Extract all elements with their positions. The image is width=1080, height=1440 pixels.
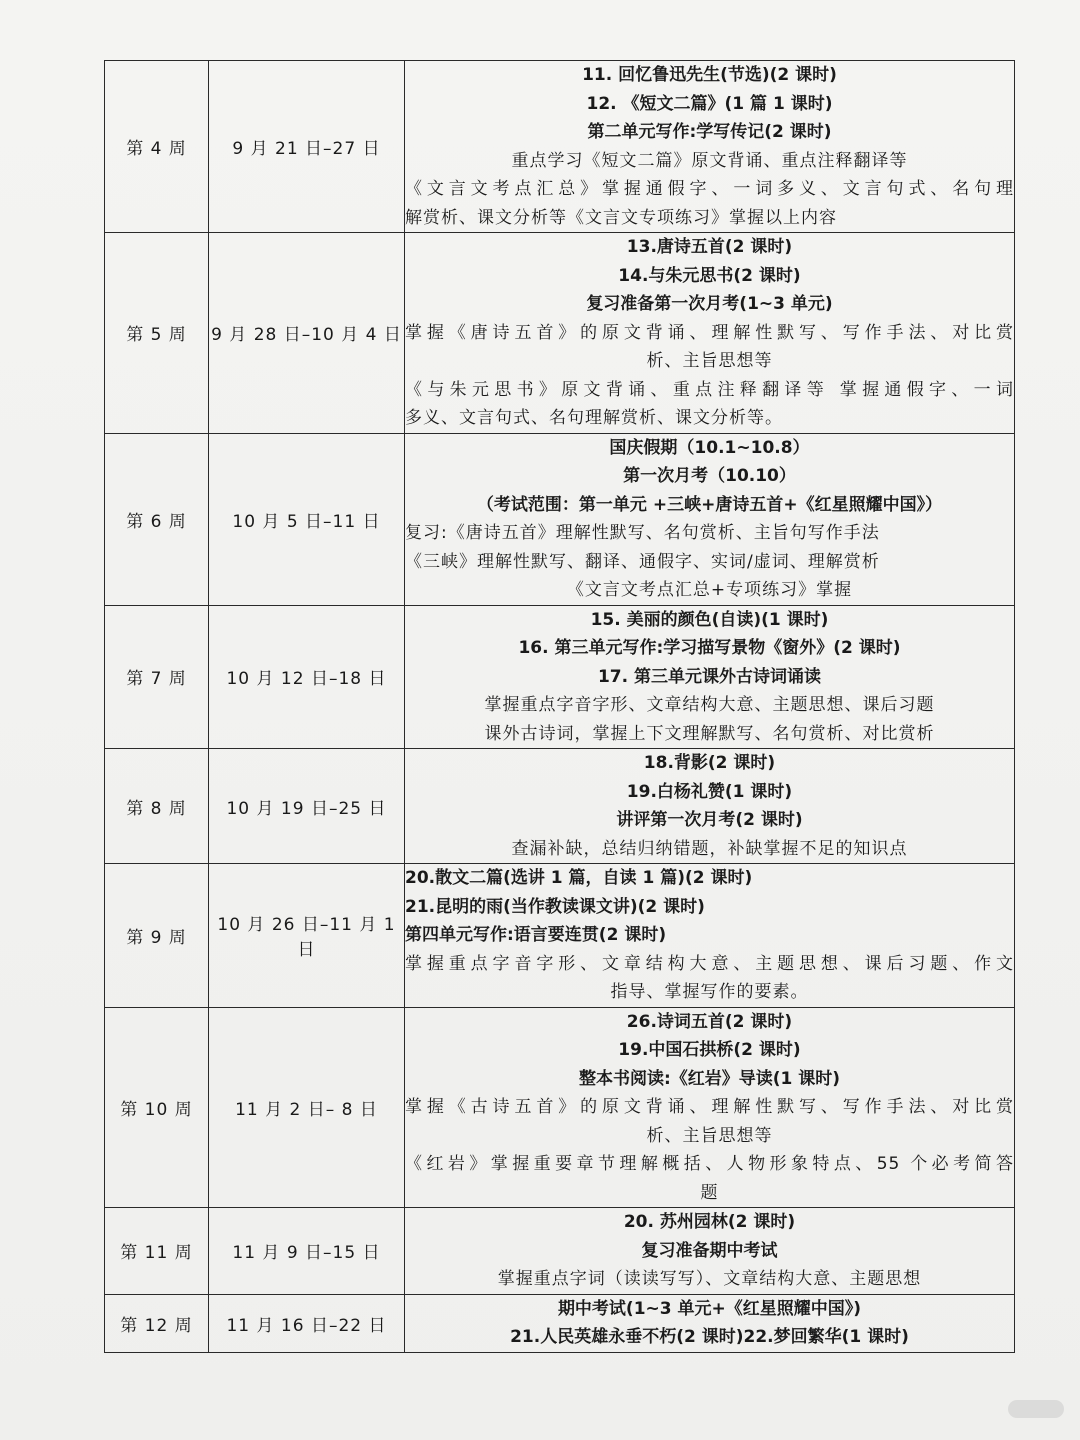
week-cell: 第 11 周 bbox=[105, 1208, 209, 1295]
schedule-body bbox=[105, 61, 1015, 1353]
content-line: 题 bbox=[700, 1182, 719, 1203]
date-cell: 10 月 19 日–25 日 bbox=[209, 749, 405, 864]
content-cell bbox=[405, 749, 1015, 864]
table-row bbox=[105, 1208, 1015, 1295]
content-cell bbox=[405, 1294, 1015, 1352]
content-line: 掌握重点字词（读读写写）、文章结构大意、主题思想 bbox=[497, 1269, 922, 1289]
content-cell bbox=[405, 233, 1015, 434]
content-cell bbox=[405, 433, 1015, 605]
content-line: 查漏补缺，总结归纳错题，补缺掌握不足的知识点 bbox=[511, 838, 908, 859]
week-cell: 第 4 周 bbox=[105, 61, 209, 233]
content-cell bbox=[405, 61, 1015, 233]
content-cell bbox=[405, 1007, 1015, 1208]
content-line: 《文言文考点汇总》掌握通假字、一词多义、文言句式、名句理 bbox=[405, 179, 1014, 199]
date-cell: 11 月 2 日– 8 日 bbox=[209, 1007, 405, 1208]
schedule-table bbox=[104, 60, 1015, 1353]
date-cell: 10 月 12 日–18 日 bbox=[209, 605, 405, 749]
table-row bbox=[105, 1007, 1015, 1208]
table-row bbox=[105, 864, 1015, 1008]
content-line: （考试范围：第一单元 +三峡+唐诗五首+《红星照耀中国》） bbox=[476, 494, 943, 515]
week-cell: 第 6 周 bbox=[105, 433, 209, 605]
content-line: 《三峡》理解性默写、翻译、通假字、实词/虚词、理解赏析 bbox=[405, 551, 880, 572]
week-cell: 第 9 周 bbox=[105, 864, 209, 1008]
content-line: 《红岩》掌握重要章节理解概括、人物形象特点、55 个必考简答 bbox=[405, 1154, 1014, 1174]
content-cell bbox=[405, 1208, 1015, 1295]
content-line: 12. 《短文二篇》(1 篇 1 课时) bbox=[586, 93, 833, 114]
content-line: 21.人民英雄永垂不朽(2 课时)22.梦回繁华(1 课时) bbox=[510, 1327, 909, 1347]
content-line: 19.白杨礼赞(1 课时) bbox=[626, 781, 793, 802]
content-line: 13.唐诗五首(2 课时) bbox=[626, 237, 793, 257]
content-cell bbox=[405, 864, 1015, 1008]
date-cell: 11 月 9 日–15 日 bbox=[209, 1208, 405, 1295]
table-row bbox=[105, 749, 1015, 864]
content-line: 析、主旨思想等 bbox=[646, 1125, 773, 1146]
content-line: 复习准备第一次月考(1~3 单元) bbox=[586, 294, 833, 314]
content-line: 整本书阅读:《红岩》导读(1 课时) bbox=[578, 1068, 841, 1089]
content-line: 课外古诗词，掌握上下文理解默写、名句赏析、对比赏析 bbox=[484, 723, 935, 744]
week-cell: 第 10 周 bbox=[105, 1007, 209, 1208]
content-line: 18.背影(2 课时) bbox=[643, 753, 776, 773]
content-line: 复习:《唐诗五首》理解性默写、名句赏析、主旨句写作手法 bbox=[405, 523, 880, 543]
content-line: 21.昆明的雨(当作教读课文讲)(2 课时) bbox=[405, 896, 705, 917]
content-line: 多义、文言句式、名句理解赏析、课文分析等。 bbox=[405, 408, 783, 428]
content-line: 15. 美丽的颜色(自读)(1 课时) bbox=[590, 609, 829, 630]
content-line: 复习准备期中考试 bbox=[641, 1240, 778, 1261]
content-line: 掌握《古诗五首》的原文背诵、理解性默写、写作手法、对比赏 bbox=[405, 1097, 1014, 1117]
content-line: 《文言文考点汇总+专项练习》掌握 bbox=[566, 580, 853, 600]
week-cell: 第 8 周 bbox=[105, 749, 209, 864]
date-cell: 9 月 21 日–27 日 bbox=[209, 61, 405, 233]
week-cell: 第 5 周 bbox=[105, 233, 209, 434]
date-cell: 9 月 28 日–10 月 4 日 bbox=[209, 233, 405, 434]
date-cell: 11 月 16 日–22 日 bbox=[209, 1294, 405, 1352]
table-row bbox=[105, 61, 1015, 233]
content-line: 20. 苏州园林(2 课时) bbox=[623, 1212, 796, 1232]
content-line: 20.散文二篇(选讲 1 篇，自读 1 篇)(2 课时) bbox=[405, 868, 753, 888]
content-line: 11. 回忆鲁迅先生(节选)(2 课时) bbox=[582, 65, 837, 85]
content-line: 第四单元写作:语言要连贯(2 课时) bbox=[405, 925, 667, 945]
content-line: 26.诗词五首(2 课时) bbox=[626, 1011, 793, 1032]
content-line: 指导、掌握写作的要素。 bbox=[610, 982, 809, 1002]
table-row bbox=[105, 1294, 1015, 1352]
content-line: 16. 第三单元写作:学习描写景物《窗外》(2 课时) bbox=[518, 638, 901, 658]
content-line: 第一次月考（10.10） bbox=[623, 466, 796, 486]
content-line: 讲评第一次月考(2 课时) bbox=[616, 810, 803, 830]
content-line: 《与朱元思书》原文背诵、重点注释翻译等 掌握通假字、一词 bbox=[405, 379, 1014, 400]
content-line: 解赏析、课文分析等《文言文专项练习》掌握以上内容 bbox=[405, 207, 837, 228]
content-line: 17. 第三单元课外古诗词诵读 bbox=[597, 666, 822, 687]
content-line: 第二单元写作:学写传记(2 课时) bbox=[587, 122, 832, 142]
content-line: 重点学习《短文二篇》原文背诵、重点注释翻译等 bbox=[511, 150, 908, 171]
content-line: 掌握重点字音字形、文章结构大意、主题思想、课后习题 bbox=[484, 695, 935, 715]
watermark-badge bbox=[1008, 1400, 1064, 1418]
content-line: 19.中国石拱桥(2 课时) bbox=[618, 1040, 801, 1060]
week-cell: 第 12 周 bbox=[105, 1294, 209, 1352]
content-line: 掌握《唐诗五首》的原文背诵、理解性默写、写作手法、对比赏 bbox=[405, 322, 1014, 343]
content-cell bbox=[405, 605, 1015, 749]
content-line: 掌握重点字音字形、文章结构大意、主题思想、课后习题、作文 bbox=[405, 953, 1014, 974]
date-cell: 10 月 26 日–11 月 1 日 bbox=[209, 864, 405, 1008]
table-row bbox=[105, 605, 1015, 749]
content-line: 期中考试(1~3 单元+《红星照耀中国》) bbox=[557, 1298, 862, 1319]
date-cell: 10 月 5 日–11 日 bbox=[209, 433, 405, 605]
week-cell: 第 7 周 bbox=[105, 605, 209, 749]
content-line: 14.与朱元思书(2 课时) bbox=[618, 265, 801, 286]
content-line: 国庆假期（10.1~10.8） bbox=[609, 437, 810, 458]
table-row bbox=[105, 433, 1015, 605]
table-row bbox=[105, 233, 1015, 434]
content-line: 析、主旨思想等 bbox=[646, 351, 773, 371]
